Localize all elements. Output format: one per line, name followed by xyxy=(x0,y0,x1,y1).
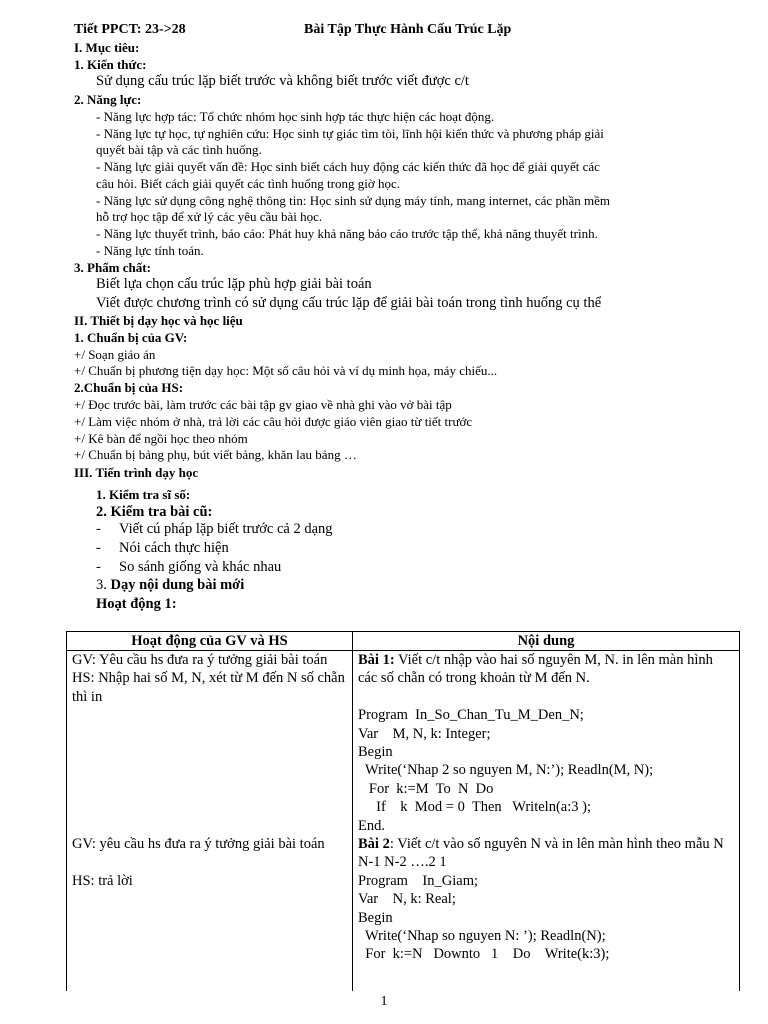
student-prep-line: +/ Đọc trước bài, làm trước các bài tập gv giao về nhà ghi vào vở bài tập xyxy=(74,397,452,412)
spacer xyxy=(72,706,347,835)
teacher-prep-heading: 1. Chuẩn bị của GV: xyxy=(74,330,188,345)
code-line: Write(‘Nhap so nguyen N: ’); Readln(N); xyxy=(358,928,606,945)
code-line: Begin xyxy=(358,909,393,926)
student-prep-line: +/ Chuẩn bị bảng phụ, bút viết bảng, khăn lau bảng … xyxy=(74,447,357,462)
competence-heading: 2. Năng lực: xyxy=(74,92,142,107)
lesson-number: Tiết PPCT: 23->28 xyxy=(74,22,186,37)
exercise-2-label: Bài 2 xyxy=(358,836,390,853)
quality-line: Viết được chương trình có sử dụng cấu trúc lặp để giải bài toán trong tình huống cụ thể xyxy=(96,295,602,311)
competence-line: - Năng lực sử dụng công nghệ thông tin: Học sinh sử dụng máy tính, mang internet, các phần mềm xyxy=(96,193,610,208)
knowledge-heading: 1. Kiến thức: xyxy=(74,57,147,72)
bullet-dash: - xyxy=(96,559,101,575)
student-prep-heading: 2.Chuẩn bị của HS: xyxy=(74,380,184,395)
exercise-2-statement xyxy=(358,835,734,872)
code-line: Program In_Giam; xyxy=(358,872,479,889)
teacher-prompt: GV: Yêu cầu hs đưa ra ý tưởng giải bài toán xyxy=(72,652,328,668)
spacer xyxy=(72,853,347,871)
competence-line: - Năng lực tính toán. xyxy=(96,243,204,258)
new-lesson-title: Dạy nội dung bài mới xyxy=(110,577,245,593)
new-lesson-heading xyxy=(96,577,244,594)
code-line: For k:=N Downto 1 Do Write(k:3); xyxy=(358,946,610,963)
code-line: For k:=M To N Do xyxy=(358,780,494,797)
table-cell-content xyxy=(353,651,740,992)
review-item: Nói cách thực hiện xyxy=(119,540,229,556)
bullet-dash: - xyxy=(96,521,101,537)
code-line: If k Mod = 0 Then Writeln(a:3 ); xyxy=(358,799,591,816)
student-response: HS: trả lời xyxy=(72,872,133,889)
code-line: Program In_So_Chan_Tu_M_Den_N; xyxy=(358,707,584,724)
student-prep-line: +/ Làm việc nhóm ở nhà, trả lời các câu hỏi được giáo viên giao từ tiết trước xyxy=(74,414,473,429)
review-item: So sánh giống và khác nhau xyxy=(119,559,282,575)
competence-line: - Năng lực thuyết trình, báo cáo: Phát huy khả năng báo cáo trước tập thể, khả năng thuyết trình. xyxy=(96,226,598,241)
review-item: Viết cú pháp lặp biết trước cả 2 dạng xyxy=(119,521,333,537)
exercise-1-statement xyxy=(358,651,734,688)
teacher-prep-line: +/ Soạn giáo án xyxy=(74,347,156,362)
section-objectives-heading: I. Mục tiêu: xyxy=(74,40,140,55)
competence-line: - Năng lực hợp tác: Tổ chức nhóm học sinh hợp tác thực hiện các hoạt động. xyxy=(96,109,495,124)
knowledge-text: Sử dụng cấu trúc lặp biết trước và không biết trước viết được c/t xyxy=(96,73,469,89)
competence-line: quyết bài tập và các tình huống. xyxy=(96,142,262,157)
attendance-heading: 1. Kiểm tra sĩ số: xyxy=(96,487,191,502)
teacher-prompt: GV: yêu cầu hs đưa ra ý tưởng giải bài toán xyxy=(72,836,325,853)
page-title: Bài Tập Thực Hành Cấu Trúc Lặp xyxy=(304,22,512,37)
table-header-activities: Hoạt động của GV và HS xyxy=(67,632,353,651)
code-line: Var N, k: Real; xyxy=(358,891,456,908)
activity-heading: Hoạt động 1: xyxy=(96,596,177,612)
competence-line: - Năng lực giải quyết vấn đề: Học sinh biết cách huy động các kiến thức đã học để giải quyết các xyxy=(96,159,600,174)
old-lesson-heading: 2. Kiểm tra bài cũ: xyxy=(96,504,213,520)
competence-line: hỗ trợ học tập để xử lý các yêu cầu bài học. xyxy=(96,209,323,224)
lesson-activity-table xyxy=(66,631,740,991)
spacer xyxy=(358,688,734,706)
table-header-content: Nội dung xyxy=(353,632,740,651)
student-response: HS: Nhập hai số M, N, xét từ M đến N số chẵn thì in xyxy=(72,670,345,705)
code-line: Var M, N, k: Integer; xyxy=(358,725,491,742)
page-number: 1 xyxy=(380,994,388,1009)
student-prep-line: +/ Kê bàn để ngồi học theo nhóm xyxy=(74,431,248,446)
section-equipment-heading: II. Thiết bị dạy học và học liệu xyxy=(74,313,243,328)
section-process-heading: III. Tiến trình dạy học xyxy=(74,465,199,480)
exercise-1-text: Viết c/t nhập vào hai số nguyên M, N. in lên màn hình các số chẵn có trong khoản từ M đến N. xyxy=(358,652,713,687)
competence-line: câu hỏi. Biết cách giải quyết các tình huống trong giờ học. xyxy=(96,176,400,191)
quality-line: Biết lựa chọn cấu trúc lặp phù hợp giải bài toán xyxy=(96,276,372,292)
quality-heading: 3. Phẩm chất: xyxy=(74,260,151,275)
bullet-dash: - xyxy=(96,540,101,556)
exercise-2-text: : Viết c/t vào số nguyên N và in lên màn hình theo mẫu N N-1 N-2 ….2 1 xyxy=(358,836,724,871)
teacher-prep-line: +/ Chuẩn bị phương tiện dạy học: Một số câu hỏi và ví dụ minh họa, máy chiếu... xyxy=(74,363,498,378)
table-cell-activities xyxy=(67,651,353,992)
code-line: Write(‘Nhap 2 so nguyen M, N:’); Readln(M, N); xyxy=(358,762,654,779)
exercise-1-label: Bài 1: xyxy=(358,652,395,668)
code-line: Begin xyxy=(358,744,393,761)
new-lesson-number: 3. xyxy=(96,577,107,593)
code-line: End. xyxy=(358,817,385,834)
competence-line: - Năng lực tự học, tự nghiên cứu: Học sinh tự giác tìm tòi, lĩnh hội kiến thức và phương pháp giải xyxy=(96,126,604,141)
